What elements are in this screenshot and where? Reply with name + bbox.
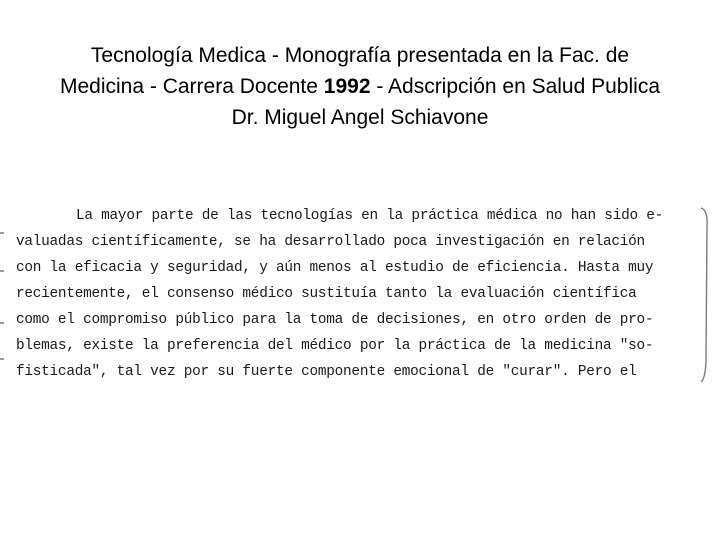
- margin-bracket-mark: [700, 206, 712, 384]
- header-author: Dr. Miguel Angel Schiavone: [231, 106, 489, 129]
- header-line-1: Tecnología Medica - Monografía presentada en la Fac. de: [90, 44, 630, 67]
- text-line-5: como el compromiso público para la toma de decisiones, en otro orden de pro-: [16, 312, 654, 328]
- text-line-4: recientemente, el consenso médico sustituía tanto la evaluación científica: [16, 286, 637, 302]
- header-year: 1992: [323, 75, 371, 98]
- text-line-7: fisticada", tal vez por su fuerte componente emocional de "curar". Pero el: [16, 364, 637, 380]
- text-line-2: valuadas científicamente, se ha desarrollado poca investigación en relación: [16, 234, 645, 250]
- typewritten-text: [16, 203, 706, 385]
- header-line-2-suffix: - Adscripción en Salud Publica: [370, 75, 660, 98]
- header-line-2-prefix: Medicina - Carrera Docente: [60, 75, 324, 98]
- slide-header: [0, 40, 720, 133]
- text-line-3: con la eficacia y seguridad, y aún menos al estudio de eficiencia. Hasta muy: [16, 260, 654, 276]
- text-line-6: blemas, existe la preferencia del médico por la práctica de la medicina "so-: [16, 338, 654, 354]
- text-line-1: La mayor parte de las tecnologías en la práctica médica no han sido e-: [76, 208, 664, 224]
- header-line-2: [0, 71, 720, 102]
